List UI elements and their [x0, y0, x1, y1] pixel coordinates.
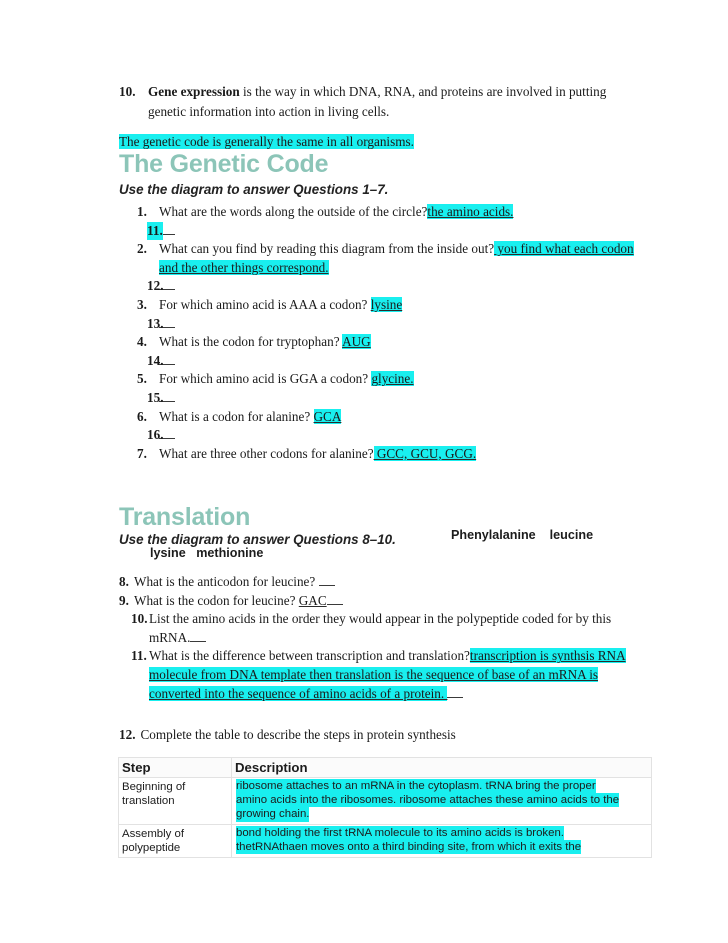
question-9-text: What is the codon for leucine? — [134, 592, 296, 608]
question-3-answer[interactable]: lysine — [370, 296, 403, 312]
item-10-body — [119, 82, 635, 121]
question-1-number: 1. — [137, 204, 147, 219]
sub-item-12 — [119, 277, 639, 296]
question-2 — [119, 240, 639, 277]
question-11-text: What is the difference between transcription and translation? — [149, 648, 470, 664]
question-2-answer[interactable]: you find what each codon and the other things correspond. — [159, 241, 634, 275]
sub-item-12-number: 12. — [147, 278, 164, 294]
item-12-number: 12. — [119, 727, 136, 742]
item-10-number: 10. — [119, 84, 136, 99]
table-row — [119, 778, 652, 825]
question-10-text: List the amino acids in the order they would appear in the polypeptide coded for by this mRNA. — [149, 611, 612, 645]
translation-question-list — [119, 573, 641, 703]
question-4 — [119, 333, 639, 352]
question-9-number: 9. — [119, 592, 129, 608]
question-4-text: What is the codon for tryptophan? — [159, 334, 340, 350]
description-line: bond holding the first tRNA molecule to its amino acids is broken. — [236, 826, 564, 839]
question-8 — [119, 573, 641, 592]
sub-item-15-number: 15. — [147, 389, 164, 405]
question-row — [119, 408, 639, 445]
question-11-number: 11. — [131, 648, 147, 664]
sub-item-11 — [119, 222, 639, 241]
genetic-code-statement — [119, 133, 414, 150]
column-header-step: Step — [119, 758, 232, 778]
item-10-body-text: is the way in which DNA, RNA, and proteins are involved in putting genetic information into action in living cells. — [148, 84, 607, 119]
question-7-number: 7. — [137, 445, 147, 461]
cell-description-1[interactable] — [232, 778, 652, 825]
question-row — [119, 333, 639, 370]
question-row — [119, 445, 639, 464]
question-4-answer[interactable]: AUG — [342, 334, 371, 350]
question-7-answer[interactable]: GCC, GCU, GCG. — [373, 445, 477, 461]
question-6-text: What is a codon for alanine? — [159, 408, 311, 424]
table-body — [119, 778, 652, 858]
question-10 — [119, 610, 641, 647]
sub-item-14-number: 14. — [147, 352, 164, 368]
question-10-answer-blank[interactable] — [190, 630, 206, 642]
question-1-text: What are the words along the outside of the circle? — [159, 204, 428, 219]
question-8-answer-blank[interactable] — [319, 574, 335, 586]
cell-step-1: Beginning of translation — [119, 778, 232, 825]
table-row — [119, 824, 652, 857]
question-7-text: What are three other codons for alanine? — [159, 445, 374, 461]
question-row — [119, 370, 639, 407]
sub-item-14 — [119, 352, 639, 371]
question-9-answer[interactable]: GAC — [298, 592, 327, 608]
question-6-answer[interactable]: GCA — [313, 408, 342, 424]
question-6 — [119, 408, 639, 427]
section-heading-translation: Translation — [119, 503, 251, 531]
question-11-answer-blank[interactable] — [447, 686, 463, 698]
protein-synthesis-table — [118, 757, 652, 858]
item-12-text: Complete the table to describe the steps in protein synthesis — [140, 727, 456, 742]
question-8-number: 8. — [119, 574, 129, 589]
description-line: ribosome attaches to an mRNA in the cytoplasm. tRNA bring the proper — [236, 780, 596, 792]
question-7 — [119, 445, 639, 464]
question-3 — [119, 296, 639, 315]
question-8-text: What is the anticodon for leucine? — [134, 574, 316, 589]
question-5-answer[interactable]: glycine. — [371, 371, 414, 387]
description-line: growing chain. — [236, 808, 310, 821]
question-5-text: For which amino acid is GGA a codon? — [159, 371, 369, 387]
amino-acid-labels-left: lysine methionine — [150, 546, 264, 560]
question-row — [119, 240, 639, 296]
question-1-answer[interactable]: the amino acids. — [427, 204, 514, 219]
genetic-code-statement-text: The genetic code is generally the same in all organisms. — [119, 134, 414, 149]
sub-item-11-number: 11. — [147, 222, 163, 241]
amino-acid-labels-right: Phenylalanine leucine — [451, 528, 594, 542]
item-12-prompt — [119, 726, 456, 744]
question-row — [119, 203, 639, 240]
question-4-number: 4. — [137, 334, 147, 350]
question-3-text: For which amino acid is AAA a codon? — [159, 296, 368, 312]
section-heading-genetic-code: The Genetic Code — [119, 150, 329, 178]
question-11 — [119, 647, 641, 703]
sub-item-13 — [119, 315, 639, 334]
cell-description-2[interactable] — [232, 824, 652, 857]
question-9-answer-blank[interactable] — [327, 593, 343, 605]
item-10-bold-term: Gene expression — [148, 84, 240, 99]
question-3-number: 3. — [137, 296, 147, 312]
question-11-answer[interactable]: transcription is synthsis RNA molecule from DNA template then translation is the sequence of base of an mRNA is converted into the sequence of amino acids of a protein. — [149, 648, 626, 701]
sub-item-16-number: 16. — [147, 427, 164, 443]
column-header-description: Description — [232, 758, 652, 778]
description-line: amino acids into the ribosomes. ribosome attaches these amino acids to the — [236, 794, 620, 807]
section-subheading-genetic-code: Use the diagram to answer Questions 1–7. — [119, 182, 389, 197]
question-2-text: What can you find by reading this diagram from the inside out? — [159, 241, 495, 257]
question-6-number: 6. — [137, 408, 147, 424]
question-2-number: 2. — [137, 241, 147, 257]
question-9 — [119, 592, 641, 611]
question-5-number: 5. — [137, 371, 147, 387]
sub-item-15 — [119, 389, 639, 408]
question-5 — [119, 370, 639, 389]
cell-step-2: Assembly of polypeptide — [119, 824, 232, 857]
question-1 — [119, 203, 639, 222]
item-10-paragraph — [119, 82, 635, 121]
table-header — [119, 758, 652, 778]
section-subheading-translation: Use the diagram to answer Questions 8–10. — [119, 532, 396, 547]
table-header-row — [119, 758, 652, 778]
question-row — [119, 296, 639, 333]
question-10-number: 10. — [131, 611, 148, 627]
description-line: thetRNAthaen moves onto a third binding site, from which it exits the — [236, 840, 582, 853]
sub-item-16 — [119, 426, 639, 445]
genetic-code-question-list — [119, 203, 639, 463]
sub-item-13-number: 13. — [147, 315, 164, 331]
